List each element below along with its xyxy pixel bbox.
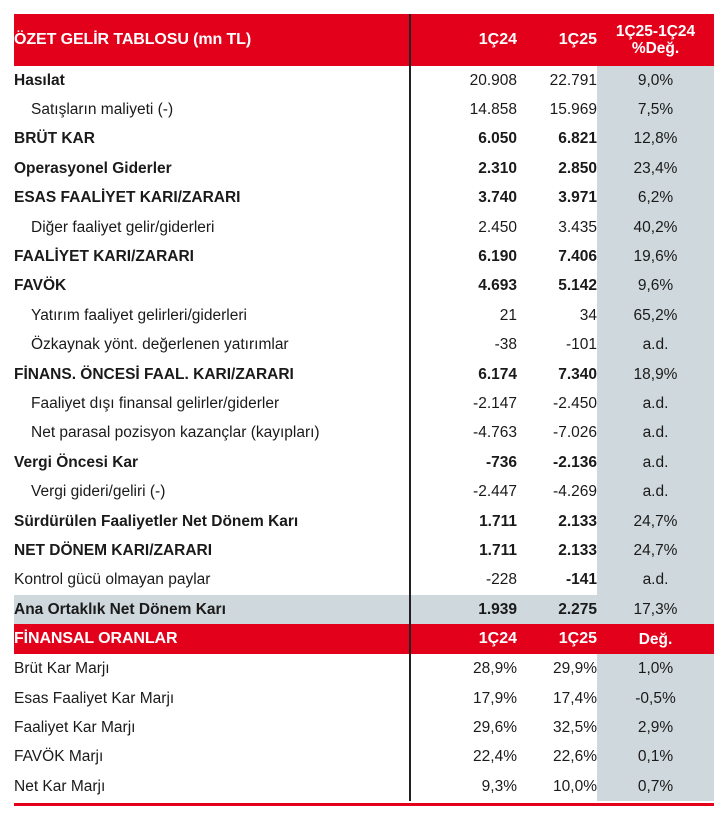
table-row <box>14 477 714 506</box>
row-value-change: 7,5% <box>597 95 714 124</box>
row-value-cur: 7.340 <box>558 365 597 383</box>
income-statement-header-row <box>14 14 714 66</box>
table-row <box>14 184 714 213</box>
ratio-value-change: 0,7% <box>597 772 714 801</box>
row-label: NET DÖNEM KARI/ZARARI <box>14 536 410 565</box>
row-value-cur: 2.850 <box>558 159 597 177</box>
ratios-body <box>14 654 714 801</box>
table-row <box>14 242 714 271</box>
row-value-change: a.d. <box>597 389 714 418</box>
row-value-prev: 3.740 <box>478 189 517 207</box>
table-row <box>14 566 714 595</box>
ratio-label: Net Kar Marjı <box>14 772 410 801</box>
income-statement-body <box>14 66 714 624</box>
row-value-cur: -101 <box>565 336 597 354</box>
row-label: FAALİYET KARI/ZARARI <box>14 242 410 271</box>
table-row <box>14 684 714 713</box>
ratio-value-cur: 29,9% <box>553 660 597 678</box>
table-row <box>14 743 714 772</box>
row-value-change: a.d. <box>597 331 714 360</box>
table-row <box>14 125 714 154</box>
ratios-title: FİNANSAL ORANLAR <box>14 624 410 654</box>
financial-summary-table <box>14 14 714 801</box>
row-value-cur: 5.142 <box>558 277 597 295</box>
table-row <box>14 301 714 330</box>
row-value-prev: 1.939 <box>410 595 517 624</box>
ratio-value-change: 2,9% <box>597 713 714 742</box>
table-row <box>14 772 714 801</box>
row-value-prev: 14.858 <box>469 101 517 119</box>
row-value-change: 23,4% <box>597 154 714 183</box>
row-value-change: 12,8% <box>597 125 714 154</box>
row-value-prev: 6.190 <box>478 248 517 266</box>
row-value-change: 65,2% <box>597 301 714 330</box>
row-label: FİNANS. ÖNCESİ FAAL. KARI/ZARARI <box>14 360 410 389</box>
row-label: Kontrol gücü olmayan paylar <box>14 566 410 595</box>
row-label: Satışların maliyeti (-) <box>14 95 410 124</box>
row-label: Operasyonel Giderler <box>14 154 410 183</box>
row-label: Yatırım faaliyet gelirleri/giderleri <box>14 301 410 330</box>
row-value-change: a.d. <box>597 566 714 595</box>
ratio-value-prev: 22,4% <box>473 748 517 766</box>
row-value-change: a.d. <box>597 448 714 477</box>
row-value-prev: 2.450 <box>478 218 517 236</box>
table-row <box>14 360 714 389</box>
row-value-change: 6,2% <box>597 184 714 213</box>
row-value-prev: -736 <box>485 453 517 471</box>
table-row <box>14 66 714 95</box>
row-value-cur: 2.133 <box>558 512 597 530</box>
ratio-value-prev: 29,6% <box>473 718 517 736</box>
table-row <box>14 389 714 418</box>
row-value-change: a.d. <box>597 419 714 448</box>
row-value-change: 9,0% <box>597 66 714 95</box>
row-value-cur: -7.026 <box>553 424 597 442</box>
income-statement-header <box>14 14 714 66</box>
table-row <box>14 713 714 742</box>
ratio-value-change: 0,1% <box>597 743 714 772</box>
ratio-value-prev: 28,9% <box>473 660 517 678</box>
table-row <box>14 331 714 360</box>
row-label: FAVÖK <box>14 272 410 301</box>
row-value-cur: -2.450 <box>553 394 597 412</box>
ratio-value-cur: 17,4% <box>553 689 597 707</box>
row-value-change: a.d. <box>597 477 714 506</box>
table-row <box>14 154 714 183</box>
row-label: Vergi Öncesi Kar <box>14 448 410 477</box>
row-value-cur: -4.269 <box>553 483 597 501</box>
table-row <box>14 95 714 124</box>
table-row <box>14 536 714 565</box>
row-value-prev: 6.174 <box>478 365 517 383</box>
row-value-prev: 20.908 <box>469 71 517 89</box>
row-value-change: 40,2% <box>597 213 714 242</box>
table-row <box>14 654 714 683</box>
row-value-prev: -2.447 <box>473 483 517 501</box>
table-row <box>14 272 714 301</box>
ratio-value-change: -0,5% <box>597 684 714 713</box>
row-value-prev: 21 <box>499 306 517 324</box>
income-header-change-line1: 1Ç25-1Ç24 <box>615 22 696 40</box>
row-value-prev: 6.050 <box>478 130 517 148</box>
row-label: Ana Ortaklık Net Dönem Karı <box>14 595 410 624</box>
ratio-label: Brüt Kar Marjı <box>14 654 410 683</box>
row-value-prev: -38 <box>494 336 517 354</box>
row-value-prev: -4.763 <box>473 424 517 442</box>
row-value-cur: 22.791 <box>549 71 597 89</box>
row-value-cur: 2.133 <box>558 541 597 559</box>
row-value-cur: -141 <box>565 571 597 589</box>
row-value-prev: 4.693 <box>478 277 517 295</box>
row-label: Vergi gideri/geliri (-) <box>14 477 410 506</box>
income-header-col-prev: 1Ç24 <box>410 14 517 66</box>
income-header-change-line2: %Değ. <box>631 40 680 57</box>
ratios-header <box>14 624 714 654</box>
table-row <box>14 419 714 448</box>
row-value-cur: 3.971 <box>558 189 597 207</box>
row-label: BRÜT KAR <box>14 125 410 154</box>
row-value-change: 9,6% <box>597 272 714 301</box>
row-value-change: 19,6% <box>597 242 714 271</box>
row-value-prev: -228 <box>485 571 517 589</box>
ratios-header-col-cur: 1Ç25 <box>517 624 597 654</box>
row-value-change: 24,7% <box>597 536 714 565</box>
row-value-change: 24,7% <box>597 507 714 536</box>
row-label: ESAS FAALİYET KARI/ZARARI <box>14 184 410 213</box>
table-row <box>14 213 714 242</box>
ratios-header-col-change: Değ. <box>597 624 714 654</box>
ratio-value-prev: 17,9% <box>473 689 517 707</box>
row-value-cur: -2.136 <box>553 453 597 471</box>
ratios-header-col-prev: 1Ç24 <box>410 624 517 654</box>
ratio-value-cur: 22,6% <box>553 748 597 766</box>
row-value-cur: 2.275 <box>517 595 597 624</box>
row-value-prev: 1.711 <box>479 541 517 559</box>
row-value-cur: 7.406 <box>558 248 597 266</box>
table-row <box>14 507 714 536</box>
row-value-prev: 1.711 <box>479 512 517 530</box>
ratio-value-change: 1,0% <box>597 654 714 683</box>
row-value-cur: 34 <box>579 306 597 324</box>
row-value-prev: -2.147 <box>473 394 517 412</box>
ratio-value-cur: 10,0% <box>553 777 597 795</box>
row-value-change: 18,9% <box>597 360 714 389</box>
row-label: Faaliyet dışı finansal gelirler/giderler <box>14 389 410 418</box>
row-value-cur: 3.435 <box>558 218 597 236</box>
row-value-cur: 6.821 <box>558 130 597 148</box>
row-label: Hasılat <box>14 66 410 95</box>
row-label: Sürdürülen Faaliyetler Net Dönem Karı <box>14 507 410 536</box>
ratio-value-cur: 32,5% <box>553 718 597 736</box>
ratio-value-prev: 9,3% <box>481 777 517 795</box>
row-label: Özkaynak yönt. değerlenen yatırımlar <box>14 331 410 360</box>
ratio-label: Esas Faaliyet Kar Marjı <box>14 684 410 713</box>
table-row <box>14 595 714 624</box>
table-row <box>14 448 714 477</box>
ratios-header-row <box>14 624 714 654</box>
row-label: Net parasal pozisyon kazançlar (kayıpları) <box>14 419 410 448</box>
row-value-prev: 2.310 <box>478 159 517 177</box>
table-bottom-rule <box>14 803 714 806</box>
row-value-cur: 15.969 <box>549 101 597 119</box>
income-header-col-change <box>597 14 714 66</box>
income-header-col-cur: 1Ç25 <box>517 14 597 66</box>
ratio-label: Faaliyet Kar Marjı <box>14 713 410 742</box>
row-value-change: 17,3% <box>597 595 714 624</box>
row-label: Diğer faaliyet gelir/giderleri <box>14 213 410 242</box>
ratio-label: FAVÖK Marjı <box>14 743 410 772</box>
income-statement-title: ÖZET GELİR TABLOSU (mn TL) <box>14 14 410 66</box>
